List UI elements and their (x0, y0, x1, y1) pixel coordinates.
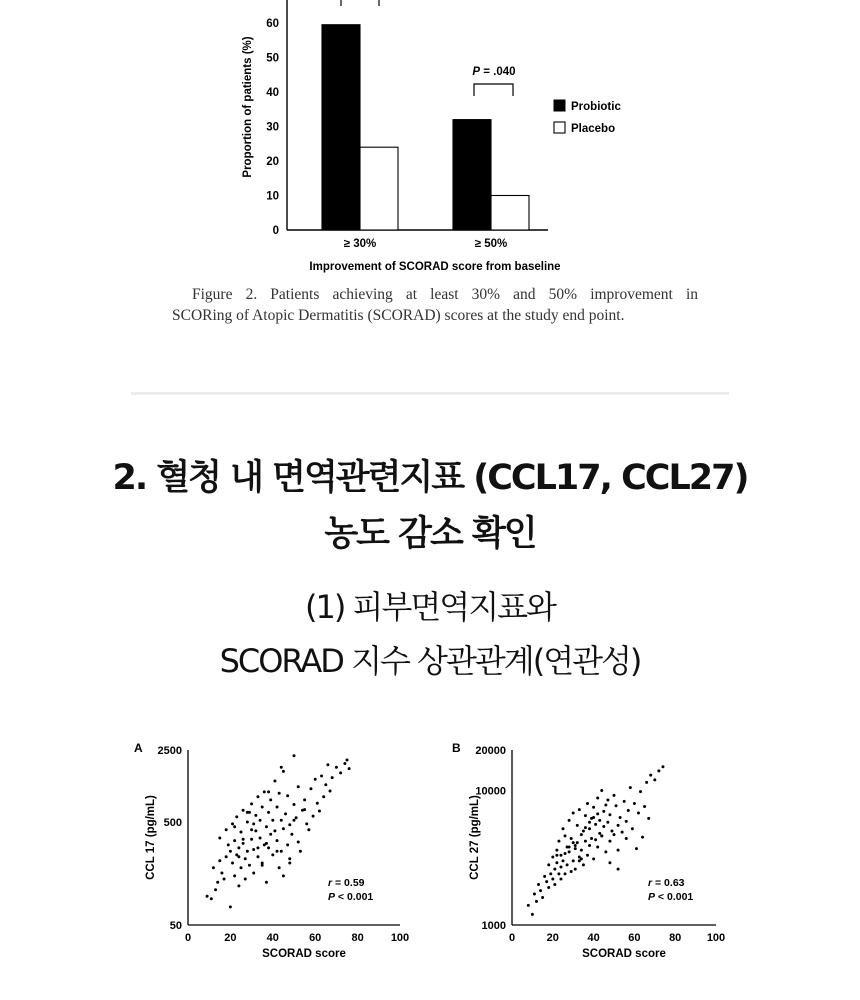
scatter-x-tick-label: 100 (390, 932, 410, 944)
scatter-point (606, 821, 609, 824)
scatter-point (604, 804, 607, 807)
scatter-point (246, 811, 249, 814)
section-divider (131, 392, 729, 395)
scatter-point (259, 836, 262, 839)
bar-marks (322, 25, 529, 230)
legend-label-placebo: Placebo (571, 123, 616, 135)
scatter-point (233, 874, 236, 877)
scatter-point (261, 864, 264, 867)
scatter-point (293, 803, 296, 806)
scatter-point (282, 770, 285, 773)
scatter-point (625, 837, 628, 840)
scatter-x-tick-label: 40 (266, 932, 279, 944)
scatter-point (216, 881, 219, 884)
bar-y-tick-label: 40 (266, 87, 279, 99)
bar-placebo-2 (491, 196, 529, 231)
scatter-point (625, 820, 628, 823)
scatter-point (290, 833, 293, 836)
scatter-point (261, 805, 264, 808)
scatter-point (305, 822, 308, 825)
scatter-point (539, 889, 542, 892)
scatter-point (617, 824, 620, 827)
subsection-heading-line2: SCORAD 지수 상관관계(연관성) (219, 642, 641, 680)
scatter-point (259, 819, 262, 822)
scatter-point (557, 872, 560, 875)
scatter-y-tick-label: 20000 (475, 745, 506, 757)
section-heading-line2: 농도 감소 확인 (324, 514, 536, 554)
scatter-point (256, 846, 259, 849)
scatter-point (346, 758, 349, 761)
scatter-point (318, 809, 321, 812)
scatter-point (265, 842, 268, 845)
scatter-point (210, 897, 213, 900)
scatter-point (267, 790, 270, 793)
scatter-point (578, 808, 581, 811)
scatter-point (568, 846, 571, 849)
scatter-point (564, 872, 567, 875)
scatter-y-axis-label: CCL 27 (pg/mL) (469, 795, 481, 880)
scatter-point (242, 809, 245, 812)
scatter-point (568, 850, 571, 853)
bar-y-tick-label: 60 (266, 18, 279, 30)
scatter-point (339, 771, 342, 774)
scatter-y-tick-label: 50 (169, 920, 182, 932)
scatter-point (641, 836, 644, 839)
scatter-point (592, 806, 595, 809)
bar-y-tick-label: 10 (266, 190, 279, 203)
scatter-point (531, 913, 534, 916)
scatter-point (588, 827, 591, 830)
scatter-point (267, 811, 270, 814)
scatter-point (574, 868, 577, 871)
scatter-point (280, 819, 283, 822)
scatter-point (240, 830, 243, 833)
scatter-y-tick-label: 1000 (481, 920, 506, 932)
scatter-point (643, 805, 646, 808)
scatter-point (307, 828, 310, 831)
scatter-point (229, 905, 232, 908)
scatter-point (244, 857, 247, 860)
scatter-point (596, 846, 599, 849)
scatter-point (576, 841, 579, 844)
bar-probiotic-1 (322, 25, 360, 230)
scatter-point (564, 852, 567, 855)
scatter-point (551, 877, 554, 880)
scatter-point (240, 866, 243, 869)
scatter-point (657, 769, 660, 772)
scatter-point (246, 820, 249, 823)
scatter-point (602, 825, 605, 828)
scatter-point (661, 765, 664, 768)
scatter-point (293, 754, 296, 757)
scatter-point (288, 823, 291, 826)
scatter-point (250, 828, 253, 831)
scatter-point (580, 857, 583, 860)
scatter-point (584, 840, 587, 843)
scatter-point (566, 863, 569, 866)
scatter-point (263, 790, 266, 793)
scatter-point (570, 837, 573, 840)
scatter-point (588, 821, 591, 824)
scatter-point (580, 849, 583, 852)
scatter-x-tick-label: 20 (224, 932, 237, 944)
scatter-point (282, 874, 285, 877)
scatter-point (555, 861, 558, 864)
scatter-point (588, 844, 591, 847)
bar-x-tick-label: ≥ 30% (343, 238, 377, 250)
scatter-point (297, 785, 300, 788)
scatter-point (649, 774, 652, 777)
scatter-point (331, 776, 334, 779)
scatter-point (282, 827, 285, 830)
bar-y-axis-label: Proportion of patients (%) (242, 36, 254, 178)
bar-probiotic-2 (453, 120, 491, 230)
scatter-point (218, 836, 221, 839)
scatter-point (610, 829, 613, 832)
scatter-point (269, 798, 272, 801)
scatter-x-tick-label: 40 (587, 932, 600, 944)
scatter-point (223, 877, 226, 880)
scatter-point (252, 871, 255, 874)
scatter-y-tick-label: 10000 (475, 785, 506, 798)
scatter-point (312, 815, 315, 818)
bar-y-tick-label: 20 (266, 156, 279, 168)
scatter-point (206, 895, 209, 898)
scatter-panel-label: B (452, 741, 461, 755)
scatter-point (254, 814, 257, 817)
scatter-point (309, 787, 312, 790)
scatter-point (250, 802, 253, 805)
scatter-point (596, 796, 599, 799)
scatter-point (533, 893, 536, 896)
scatter-point (549, 872, 552, 875)
scatter-x-tick-label: 80 (669, 932, 682, 944)
scatter-point (231, 861, 234, 864)
scatter-point (559, 865, 562, 868)
scatter-x-tick-label: 60 (628, 932, 641, 944)
scatter-point (348, 767, 351, 770)
scatter-point (252, 848, 255, 851)
scatter-point (617, 849, 620, 852)
scatter-stat-p: P < 0.001 (648, 891, 694, 903)
scatter-point (570, 870, 573, 873)
scatter-point (608, 840, 611, 843)
legend-swatch-probiotic (554, 100, 565, 111)
scatter-point (242, 842, 245, 845)
scatter-point (594, 838, 597, 841)
scatter-point (237, 846, 240, 849)
scatter-x-tick-label: 60 (309, 932, 322, 944)
scatter-point (537, 883, 540, 886)
scatter-point (246, 850, 249, 853)
scatter-point (553, 883, 556, 886)
scatter-point (252, 822, 255, 825)
scatter-point (303, 798, 306, 801)
scatter-point (559, 877, 562, 880)
scatter-point (584, 826, 587, 829)
scatter-y-tick-label: 500 (163, 816, 182, 829)
scatter-point (280, 850, 283, 853)
scatter-point (586, 854, 589, 857)
scatter-point (545, 880, 548, 883)
scatter-point (343, 762, 346, 765)
bar-x-axis-label: Improvement of SCORAD score from baseline (309, 261, 561, 273)
scatter-point (553, 868, 556, 871)
scatter-point (271, 819, 274, 822)
scatter-point (295, 816, 298, 819)
scatter-point (227, 843, 230, 846)
scatter-point (598, 832, 601, 835)
scatter-point (280, 766, 283, 769)
scatter-point (627, 809, 630, 812)
scatter-y-axis-label: CCL 17 (pg/mL) (145, 795, 157, 880)
scatter-point (608, 861, 611, 864)
scatter-point (212, 866, 215, 869)
scatter-point (288, 857, 291, 860)
scatter-point (590, 837, 593, 840)
scatter-x-tick-label: 0 (508, 932, 516, 944)
scatter-point (256, 855, 259, 858)
scatter-point (293, 819, 296, 822)
scatter-point (286, 843, 289, 846)
scatter-point (576, 824, 579, 827)
scatter-point (608, 813, 611, 816)
scatter-point (613, 833, 616, 836)
scatter-point (631, 827, 634, 830)
scatter-point (322, 795, 325, 798)
scatter-point (233, 839, 236, 842)
scatter-point (276, 839, 279, 842)
scatter-point (276, 850, 279, 853)
scatter-x-tick-label: 100 (706, 932, 726, 944)
scatter-point (242, 838, 245, 841)
scatter-point (214, 888, 217, 891)
scatter-point (235, 815, 238, 818)
scatter-point (574, 847, 577, 850)
scatter-stat-r: r = 0.63 (648, 877, 685, 889)
legend-label-probiotic: Probiotic (571, 101, 621, 113)
scatter-point (617, 868, 620, 871)
scatter-point (635, 847, 638, 850)
scatter-point (568, 819, 571, 822)
scatter-point (303, 808, 306, 811)
figure2-bar-chart (0, 0, 860, 280)
scatter-point (623, 800, 626, 803)
scatter-point (555, 849, 558, 852)
bar-y-tick-label: 30 (266, 121, 279, 134)
scatter-point (551, 856, 554, 859)
scatter-point (278, 792, 281, 795)
figure2-caption-line1: Figure 2. Patients achieving at least 30% and 50% improvement in (192, 286, 698, 303)
scatter-point (543, 875, 546, 878)
bar-y-tick-label: 0 (272, 225, 279, 237)
scatter-point (265, 881, 268, 884)
scatter-x-axis-label: SCORAD score (262, 948, 346, 960)
scatter-point (596, 812, 599, 815)
scatter-point (299, 850, 302, 853)
scatter-chart-ccl17 (0, 730, 430, 1000)
scatter-point (572, 859, 575, 862)
p-value-annotation: P = .040 (472, 66, 516, 78)
scatter-point (564, 834, 567, 837)
scatter-point (265, 825, 268, 828)
scatter-stat-r: r = 0.59 (328, 877, 365, 889)
scatter-point (606, 798, 609, 801)
legend-swatch-placebo (554, 122, 565, 133)
scatter-point (604, 850, 607, 853)
scatter-point (562, 827, 565, 830)
scatter-point (584, 814, 587, 817)
scatter-point (582, 829, 585, 832)
figure2-caption-line2: SCORing of Atopic Dermatitis (SCORAD) scores at the study end point. (172, 307, 625, 324)
scatter-point (326, 763, 329, 766)
scatter-point (615, 804, 618, 807)
scatter-point (535, 900, 538, 903)
scatter-point (288, 861, 291, 864)
scatter-point (600, 789, 603, 792)
scatter-point (286, 794, 289, 797)
scatter-point (639, 790, 642, 793)
bar-placebo-1 (360, 147, 398, 230)
scatter-point (647, 817, 650, 820)
scatter-stat-p: P < 0.001 (328, 891, 374, 903)
scatter-point (547, 863, 550, 866)
scatter-point (555, 854, 558, 857)
bar-y-tick-label: 50 (266, 52, 279, 65)
scatter-point (574, 844, 577, 847)
bar-x-ticks (344, 238, 508, 250)
scatter-point (273, 829, 276, 832)
scatter-point (269, 833, 272, 836)
scatter-point (527, 904, 530, 907)
scatter-point (582, 863, 585, 866)
scatter-point (220, 871, 223, 874)
scatter-point (297, 840, 300, 843)
scatter-point (225, 855, 228, 858)
scatter-point (619, 816, 622, 819)
subsection-heading-line1: (1) 피부면역지표와 (305, 588, 555, 626)
scatter-point (592, 816, 595, 819)
scatter-point (547, 886, 550, 889)
scatter-point (637, 812, 640, 815)
scatter-point (276, 805, 279, 808)
scatter-point (244, 877, 247, 880)
scatter-point (237, 855, 240, 858)
scatter-point (218, 859, 221, 862)
scatter-point (267, 846, 270, 849)
scatter-panel-label: A (134, 741, 143, 755)
scatter-point (559, 854, 562, 857)
scatter-point (237, 884, 240, 887)
scatter-point (600, 834, 603, 837)
scatter-point (324, 783, 327, 786)
scatter-point (231, 822, 234, 825)
scatter-point (645, 781, 648, 784)
scatter-point (653, 778, 656, 781)
scatter-point (598, 819, 601, 822)
scatter-point (278, 866, 281, 869)
figure2-caption (172, 284, 698, 326)
scatter-x-tick-label: 0 (184, 932, 192, 944)
scatter-point (248, 864, 251, 867)
significance-bracket-top (341, 0, 379, 6)
scatter-point (273, 780, 276, 783)
scatter-point (633, 802, 636, 805)
scatter-x-tick-label: 80 (351, 932, 364, 944)
scatter-point (602, 810, 605, 813)
scatter-point (594, 823, 597, 826)
scatter-y-tick-label: 2500 (157, 745, 182, 757)
scatter-point (621, 831, 624, 834)
bar-x-tick-label: ≥ 50% (474, 238, 508, 250)
scatter-point (284, 812, 287, 815)
scatter-point (254, 829, 257, 832)
scatter-point (225, 828, 228, 831)
scatter-point (316, 802, 319, 805)
scatter-point (335, 766, 338, 769)
scatter-point (613, 794, 616, 797)
scatter-point (256, 795, 259, 798)
scatter-point (329, 789, 332, 792)
scatter-point (592, 857, 595, 860)
scatter-chart-ccl27 (430, 730, 860, 1000)
scatter-point (233, 825, 236, 828)
scatter-point (629, 786, 632, 789)
scatter-point (541, 896, 544, 899)
scatter-point (557, 840, 560, 843)
bar-y-ticks (266, 18, 279, 237)
scatter-point (580, 833, 583, 836)
scatter-point (320, 774, 323, 777)
scatter-x-axis-label: SCORAD score (582, 948, 666, 960)
scatter-point (572, 812, 575, 815)
scatter-point (572, 841, 575, 844)
scatter-point (250, 838, 253, 841)
section-heading-line1: 2. 혈청 내 면역관련지표 (CCL17, CCL27) (112, 458, 748, 498)
bar-legend (554, 100, 621, 135)
scatter-point (562, 859, 565, 862)
scatter-point (271, 853, 274, 856)
scatter-point (586, 802, 589, 805)
scatter-x-tick-label: 20 (546, 932, 559, 944)
significance-bracket-50 (472, 66, 515, 96)
scatter-point (314, 778, 317, 781)
scatter-point (229, 850, 232, 853)
